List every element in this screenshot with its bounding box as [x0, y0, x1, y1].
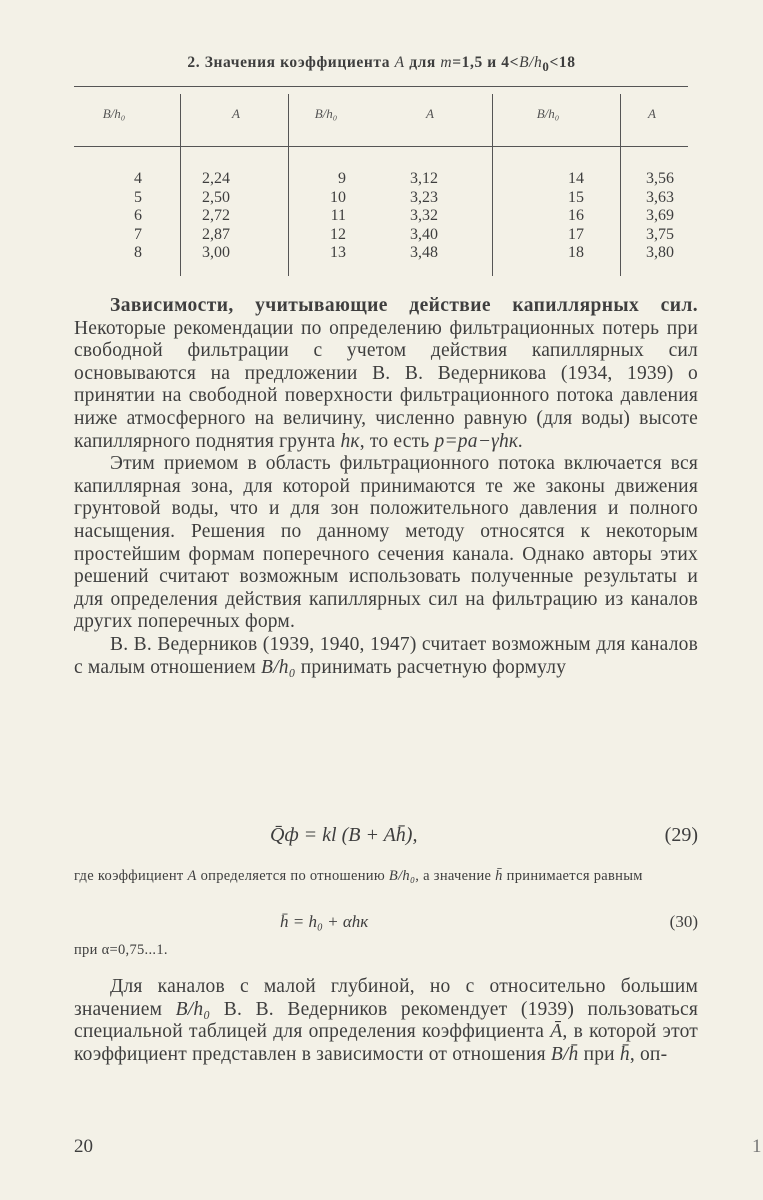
table-caption	[0, 54, 763, 75]
table-cell: 4	[134, 170, 142, 187]
paragraph-text: Для каналов с малой глубиной, но с относительно большим значением	[74, 976, 698, 1020]
table-cell: 16	[568, 207, 584, 225]
section-heading: Зависимости, учитывающие действие капиллярных сил.	[110, 295, 698, 316]
symbol-ratio: B/h₀	[388, 868, 416, 884]
table-column-divider	[288, 94, 289, 276]
table-cell: 17	[568, 225, 584, 243]
note-text: , а значение	[415, 868, 496, 884]
table-cell: 2,87	[202, 225, 230, 243]
table-cell: 3,00	[202, 244, 230, 262]
table-cell: 7	[134, 225, 142, 243]
table-cell: 2,72	[202, 207, 230, 225]
coefficient-table	[74, 86, 688, 276]
table-cell: 3,56	[646, 170, 674, 187]
table-header-a: A	[426, 106, 434, 121]
table-cell: 12	[330, 225, 346, 243]
table-cell: 10	[330, 188, 346, 206]
table-column-divider	[492, 94, 493, 276]
symbol-hbar: h̄	[619, 1043, 630, 1065]
table-cell: 3,12	[410, 170, 438, 187]
formula-29	[74, 824, 698, 850]
paragraph	[74, 295, 698, 453]
table-cell: 13	[330, 244, 346, 262]
paragraph-text: В. В. Ведерников (1939, 1940, 1947) считает возможным для каналов с малым отношением	[74, 633, 698, 678]
formula-number: (30)	[669, 912, 698, 931]
table-cell: 14	[568, 170, 584, 187]
table-cell: 5	[134, 188, 142, 206]
main-text-continued	[74, 976, 698, 1066]
table-cell: 3,32	[410, 207, 438, 225]
formula-expression: Q̄ф = kl (B + Ah̄),	[270, 824, 418, 846]
paragraph-text: В. В. Ведерников рекомендует (1939) пользоваться специальной таблицей для определения коэффициента	[74, 998, 698, 1043]
caption-text: =1,5 и 4<	[452, 54, 520, 71]
table-cell: 15	[568, 188, 584, 206]
table-header-bh: B/h₀	[314, 106, 338, 121]
caption-text: для	[404, 54, 441, 71]
table-column-a-3	[646, 170, 674, 263]
symbol-ratio: B/h̄	[550, 1043, 579, 1065]
table-cell: 11	[330, 207, 346, 225]
table-column-divider	[620, 94, 621, 276]
note-text: где коэффициент	[74, 868, 188, 884]
symbol-ratio: B/h₀	[261, 656, 296, 678]
table-cell: 3,63	[646, 188, 674, 206]
caption-symbol-a: А	[394, 54, 405, 71]
table-header-rule	[74, 146, 688, 147]
table-header-a: A	[648, 106, 656, 121]
table-cell: 6	[134, 207, 142, 225]
formula-30	[74, 912, 698, 934]
table-column-bh-1	[134, 170, 142, 263]
table-column-a-1	[202, 170, 230, 263]
formula-expression: h̄ = h₀ + αhк	[280, 912, 369, 931]
paragraph	[74, 976, 698, 1066]
symbol-a: A	[187, 868, 197, 884]
table-cell: 2,50	[202, 188, 230, 206]
symbol-hk: hк	[340, 430, 360, 452]
table-column-bh-3	[568, 170, 584, 263]
paragraph-text: при	[578, 1043, 620, 1065]
table-cell: 8	[134, 244, 142, 262]
table-cell: 3,23	[410, 188, 438, 206]
table-header-bh: B/h₀	[102, 106, 126, 121]
paragraph-text: , оп-	[629, 1043, 668, 1065]
caption-subscript: 0	[542, 59, 550, 75]
main-text	[74, 295, 698, 679]
paragraph-text: , то есть	[359, 430, 435, 452]
table-cell: 2,24	[202, 170, 230, 187]
table-cell: 3,69	[646, 207, 674, 225]
page-number: 20	[74, 1136, 93, 1157]
table-top-rule	[74, 86, 688, 87]
table-column-a-2	[410, 170, 438, 263]
formula-number: (29)	[664, 824, 698, 846]
table-cell: 9	[338, 170, 346, 187]
paragraph-text: , в которой этот коэффициент представлен в зависимости от отношения	[74, 1021, 698, 1065]
paragraph-text: принимать расчетную формулу	[295, 656, 567, 678]
formula-condition: при α=0,75...1.	[74, 942, 168, 958]
paragraph: Этим приемом в область фильтрационного потока включается вся капиллярная зона, для которой принимаются те же законы движения грунтовой воды, что и для зон положительного давления и полного насыщения. Решения по данному методу относятся к некоторым простейшим формам поперечного сечения канала. Однако авторы этих решений считают возможным использовать полученные результаты и для определения действия капиллярных сил на фильтрацию из каналов других поперечных форм.	[74, 453, 698, 633]
symbol-ratio: B/h₀	[175, 998, 211, 1020]
note-text: принимается равным	[502, 868, 643, 884]
inline-formula: p=pа−γhк.	[434, 430, 524, 452]
table-column-bh-2	[330, 170, 346, 263]
table-cell: 3,75	[646, 225, 674, 243]
table-cell: 3,48	[410, 244, 438, 262]
table-cell: 3,40	[410, 225, 438, 243]
paragraph-text: Некоторые рекомендации по определению фильтрационных потерь при свободной фильтрации с учетом действия капиллярных сил основываются на предложении В. В. Ведерникова (1934, 1939) о принятии на свободной поверхности фильтрационного потока давления ниже атмосферного на величину, численно равную (для воды) высоте капиллярного поднятия грунта	[74, 317, 698, 452]
symbol-abar: Ā	[550, 1021, 563, 1043]
caption-text: <18	[549, 54, 576, 71]
table-header-bh: B/h₀	[536, 106, 560, 121]
caption-ratio: B/h	[519, 54, 543, 71]
facing-page-edge: 1	[752, 1136, 762, 1157]
caption-symbol-m: m	[440, 54, 453, 71]
note-text: определяется по отношению	[196, 868, 389, 884]
symbol-hbar: h̄	[495, 868, 503, 884]
formula-note	[74, 868, 698, 885]
caption-text: 2. Значения коэффициента	[187, 54, 395, 71]
table-cell: 18	[568, 244, 584, 262]
table-column-divider	[180, 94, 181, 276]
table-header-a: A	[232, 106, 240, 121]
table-cell: 3,80	[646, 244, 674, 262]
paragraph	[74, 634, 698, 679]
